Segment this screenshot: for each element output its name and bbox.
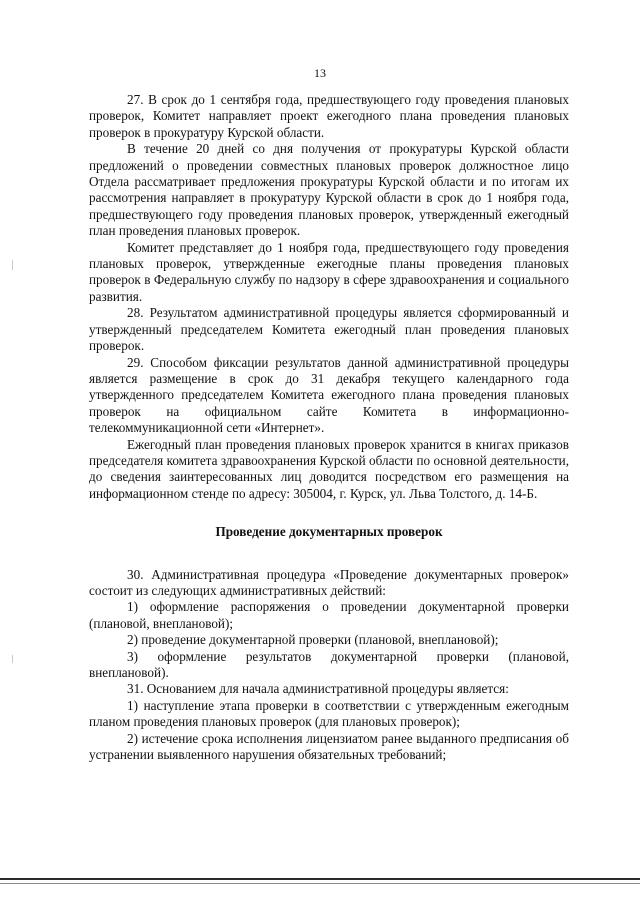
paragraph: Комитет представляет до 1 ноября года, предшествующего году проведения плановых проверок, утвержденные ежегодные планы проведения плановых проверок в Федеральную службу по надзору в сфере здравоохранения и социального развития. [89,239,569,304]
list-item: 3) оформление результатов документарной проверки (плановой, внеплановой). [89,648,569,680]
list-item: 2) истечение срока исполнения лицензиатом ранее выданного предписания об устранении выявленного нарушения обязательных требований; [89,730,569,763]
paragraph: 29. Способом фиксации результатов данной административной процедуры является размещение в срок до 31 декабря текущего календарного года утвержденного председателем Комитета ежегодного плана проведения плановых проверок на официальном сайте Комитета в информационно-телекоммуникационной сети «Интернет». [89,354,569,436]
scan-margin-mark [12,655,13,663]
scan-edge-line [0,883,640,884]
paragraph: 28. Результатом административной процедуры является сформированный и утвержденный председателем Комитета ежегодный план проведения плановых проверок. [89,305,569,354]
list-item: 1) наступление этапа проверки в соответствии с утвержденным ежегодным планом проведения плановых проверок (для плановых проверок); [89,697,569,730]
list-item: 2) проведение документарной проверки (плановой, внеплановой); [127,632,499,648]
list-item: 1) оформление распоряжения о проведении документарной проверки (плановой, внеплановой); [89,599,569,631]
paragraph: 27. В срок до 1 сентября года, предшествующего году проведения плановых проверок, Комитет направляет проект ежегодного плана проведения плановых проверок в прокуратуру Курской области. [89,92,569,140]
page-number: 13 [314,66,326,80]
document-body [89,92,569,763]
paragraph: Ежегодный план проведения плановых проверок хранится в книгах приказов председателя комитета здравоохранения Курской области по основной деятельности, до сведения заинтересованных лиц доводится посредством его размещения на информационном стенде по адресу: 305004, г. Курск, ул. Льва Толстого, д. 14-Б. [89,436,569,501]
paragraph: 31. Основанием для начала административной процедуры является: [127,681,509,697]
scan-margin-mark [12,260,13,270]
section-heading: Проведение документарных проверок [215,524,443,540]
paragraph: 30. Административная процедура «Проведение документарных проверок» состоит из следующих административных действий: [89,566,569,598]
paragraph: В течение 20 дней со дня получения от прокуратуры Курской области предложений о проведении совместных плановых проверок должностное лицо Отдела рассматривает предложения прокуратуры Курской области и по итогам их рассмотрения направляет в прокуратуру Курской области в срок до 1 ноября года, предшествующего году проведения плановых проверок, утвержденный ежегодный план проведения плановых проверок. [89,141,569,239]
scan-edge-line [0,878,640,880]
